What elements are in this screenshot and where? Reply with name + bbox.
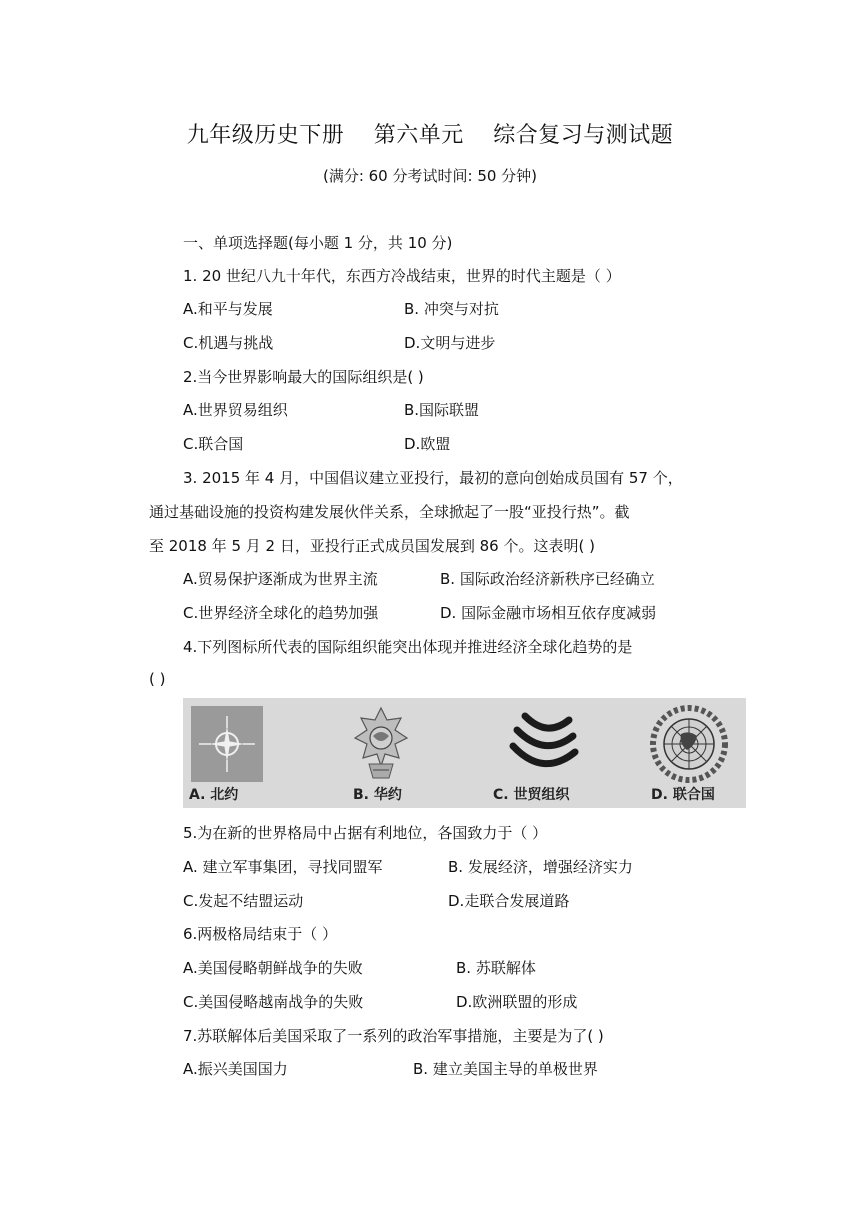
title-grade: 九年级历史下册	[186, 123, 345, 148]
q3-option-b: B. 国际政治经济新秩序已经确立	[440, 570, 655, 588]
q7-option-b: B. 建立美国主导的单极世界	[413, 1060, 598, 1078]
question-1-stem: 1. 20 世纪八九十年代，东西方冷战结束，世界的时代主题是（ ）	[183, 267, 621, 285]
q5-option-c: C.发起不结盟运动	[183, 892, 304, 910]
logo-caption-d: D. 联合国	[651, 787, 715, 803]
q2-option-b: B.国际联盟	[404, 401, 480, 419]
q1-option-b: B. 冲突与对抗	[404, 300, 499, 318]
q2-option-c: C.联合国	[183, 435, 244, 453]
exam-info: (满分: 60 分考试时间: 50 分钟)	[322, 167, 538, 185]
q3-option-d: D. 国际金融市场相互依存度减弱	[440, 604, 657, 622]
q1-option-a: A.和平与发展	[183, 300, 273, 318]
organization-logos-image	[183, 698, 746, 808]
page-title	[0, 118, 860, 149]
q6-option-a: A.美国侵略朝鲜战争的失败	[183, 959, 363, 977]
q6-option-d: D.欧洲联盟的形成	[456, 993, 578, 1011]
un-emblem-icon	[649, 704, 729, 784]
question-3-stem-line-3: 至 2018 年 5 月 2 日，亚投行正式成员国发展到 86 个。这表明( )	[149, 537, 595, 555]
question-7-stem: 7.苏联解体后美国采取了一系列的政治军事措施，主要是为了( )	[183, 1027, 604, 1045]
q5-option-b: B. 发展经济，增强经济实力	[448, 858, 633, 876]
q6-option-c: C.美国侵略越南战争的失败	[183, 993, 364, 1011]
q3-option-c: C.世界经济全球化的趋势加强	[183, 604, 379, 622]
nato-flag-icon	[191, 706, 263, 782]
q2-option-a: A.世界贸易组织	[183, 401, 288, 419]
q5-option-d: D.走联合发展道路	[448, 892, 570, 910]
question-4-stem-line-1: 4.下列图标所代表的国际组织能突出体现并推进经济全球化趋势的是	[183, 638, 633, 656]
question-5-stem: 5.为在新的世界格局中占据有利地位，各国致力于（ ）	[183, 824, 548, 842]
question-3-stem-line-1: 3. 2015 年 4 月，中国倡议建立亚投行，最初的意向创始成员国有 57 个，	[183, 469, 683, 487]
question-6-stem: 6.两极格局结束于（ ）	[183, 925, 338, 943]
logo-caption-c: C. 世贸组织	[493, 787, 570, 803]
question-2-stem: 2.当今世界影响最大的国际组织是( )	[183, 368, 424, 386]
question-4-stem-line-2: ( )	[149, 670, 166, 688]
logo-caption-b: B. 华约	[353, 787, 402, 803]
question-3-stem-line-2: 通过基础设施的投资构建发展伙伴关系，全球掀起了一股“亚投行热”。截	[149, 503, 630, 521]
q1-option-d: D.文明与进步	[404, 334, 496, 352]
q6-option-b: B. 苏联解体	[456, 959, 536, 977]
q2-option-d: D.欧盟	[404, 435, 451, 453]
q3-option-a: A.贸易保护逐渐成为世界主流	[183, 570, 378, 588]
logo-caption-a: A. 北约	[189, 787, 239, 803]
q7-option-a: A.振兴美国国力	[183, 1060, 288, 1078]
warsaw-pact-emblem-icon	[351, 706, 411, 784]
q1-option-c: C.机遇与挑战	[183, 334, 274, 352]
q5-option-a: A. 建立军事集团，寻找同盟军	[183, 858, 383, 876]
section-heading: 一、单项选择题(每小题 1 分，共 10 分)	[183, 234, 453, 252]
wto-logo-icon	[503, 706, 585, 782]
title-topic: 综合复习与测试题	[493, 123, 674, 148]
title-unit: 第六单元	[373, 123, 464, 148]
